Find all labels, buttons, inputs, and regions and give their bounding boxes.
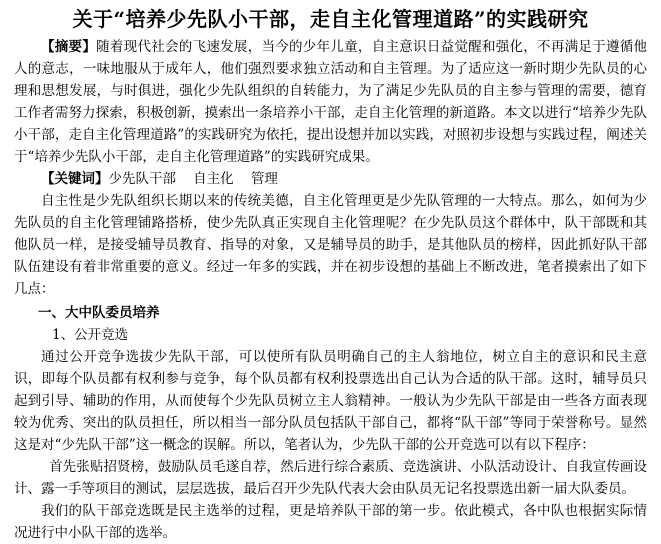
keywords-text: 少先队干部 自主化 管理 — [108, 171, 278, 187]
body-paragraph-3: 我们的队干部竞选既是民主选举的过程，更是培养队干部的第一步。依此模式，各中队也根据实际情况进行中小队干部的选举。 — [14, 503, 647, 541]
document-title: 关于“培养少先队小干部，走自主化管理道路”的实践研究 — [72, 7, 589, 31]
abstract-label: 【摘要】 — [41, 39, 97, 55]
body-paragraph-1: 通过公开竞争选拔少先队干部，可以使所有队员明确自己的主人翁地位，树立自主的意识和民主意识，即每个队员都有权利参与竞争，每个队员都有权利投票选出自己认为合适的队干部。这时，辅导员只起到引导、辅助的作用，从而使每个少先队员树立主人翁精神。一般认为少先队干部是由一些各方面表现较为优秀、突出的队员担任，所以相当一部分队员包括队干部自己，都将“队干部”等同于荣誉称号。显然这是对“少先队干部”这一概念的误解。所以，笔者认为，少先队干部的公开竞选可以有以下程序： — [14, 349, 647, 453]
abstract-paragraph — [14, 36, 647, 168]
section-heading: 一、大中队委员培养 — [38, 305, 160, 321]
body-paragraph-2: 首先张贴招贤榜，鼓励队员毛遂自荐，然后进行综合素质、竞选演讲、小队活动设计、自我宣传画设计、露一手等项目的测试，层层选拔，最后召开少先队代表大会由队员无记名投票选出新一届大队委员。 — [14, 459, 647, 497]
abstract-text: 随着现代社会的飞速发展，当今的少年儿童，自主意识日益觉醒和强化，不再满足于遵循他人的意志，一味地服从于成年人，他们强烈要求独立活动和自主管理。为了适应这一新时期少先队员的心理和思想发展，与时俱进，强化少先队组织的自转能力，为了满足少先队员的自主参与管理的需要，德育工作者需努力探索，积极创新，摸索出一条培养小干部，走自主化管理的新道路。本文以进行“培养少先队小干部，走自主化管理道路”的实践研究为依托，提出设想并加以实践，对照初步设想与实践过程，阐述关于“培养少先队小干部，走自主化管理道路”的实践研究成果。 — [14, 39, 648, 165]
intro-paragraph: 自主性是少先队组织长期以来的传统美德，自主化管理更是少先队管理的一大特点。那么，如何为少先队员的自主化管理铺路搭桥，使少先队真正实现自主化管理呢？在少先队员这个群体中，队干部既和其他队员一样，是接受辅导员教育、指导的对象，又是辅导员的助手，是其他队员的榜样，因此抓好队干部队伍建设有着非常重要的意义。经过一年多的实践，并在初步设想的基础上不断改进，笔者摸索出了如下几点： — [14, 193, 647, 297]
keywords-paragraph — [14, 168, 647, 190]
subsection-heading: 1、公开竞选 — [52, 327, 129, 343]
keywords-label: 【关键词】 — [41, 171, 109, 187]
